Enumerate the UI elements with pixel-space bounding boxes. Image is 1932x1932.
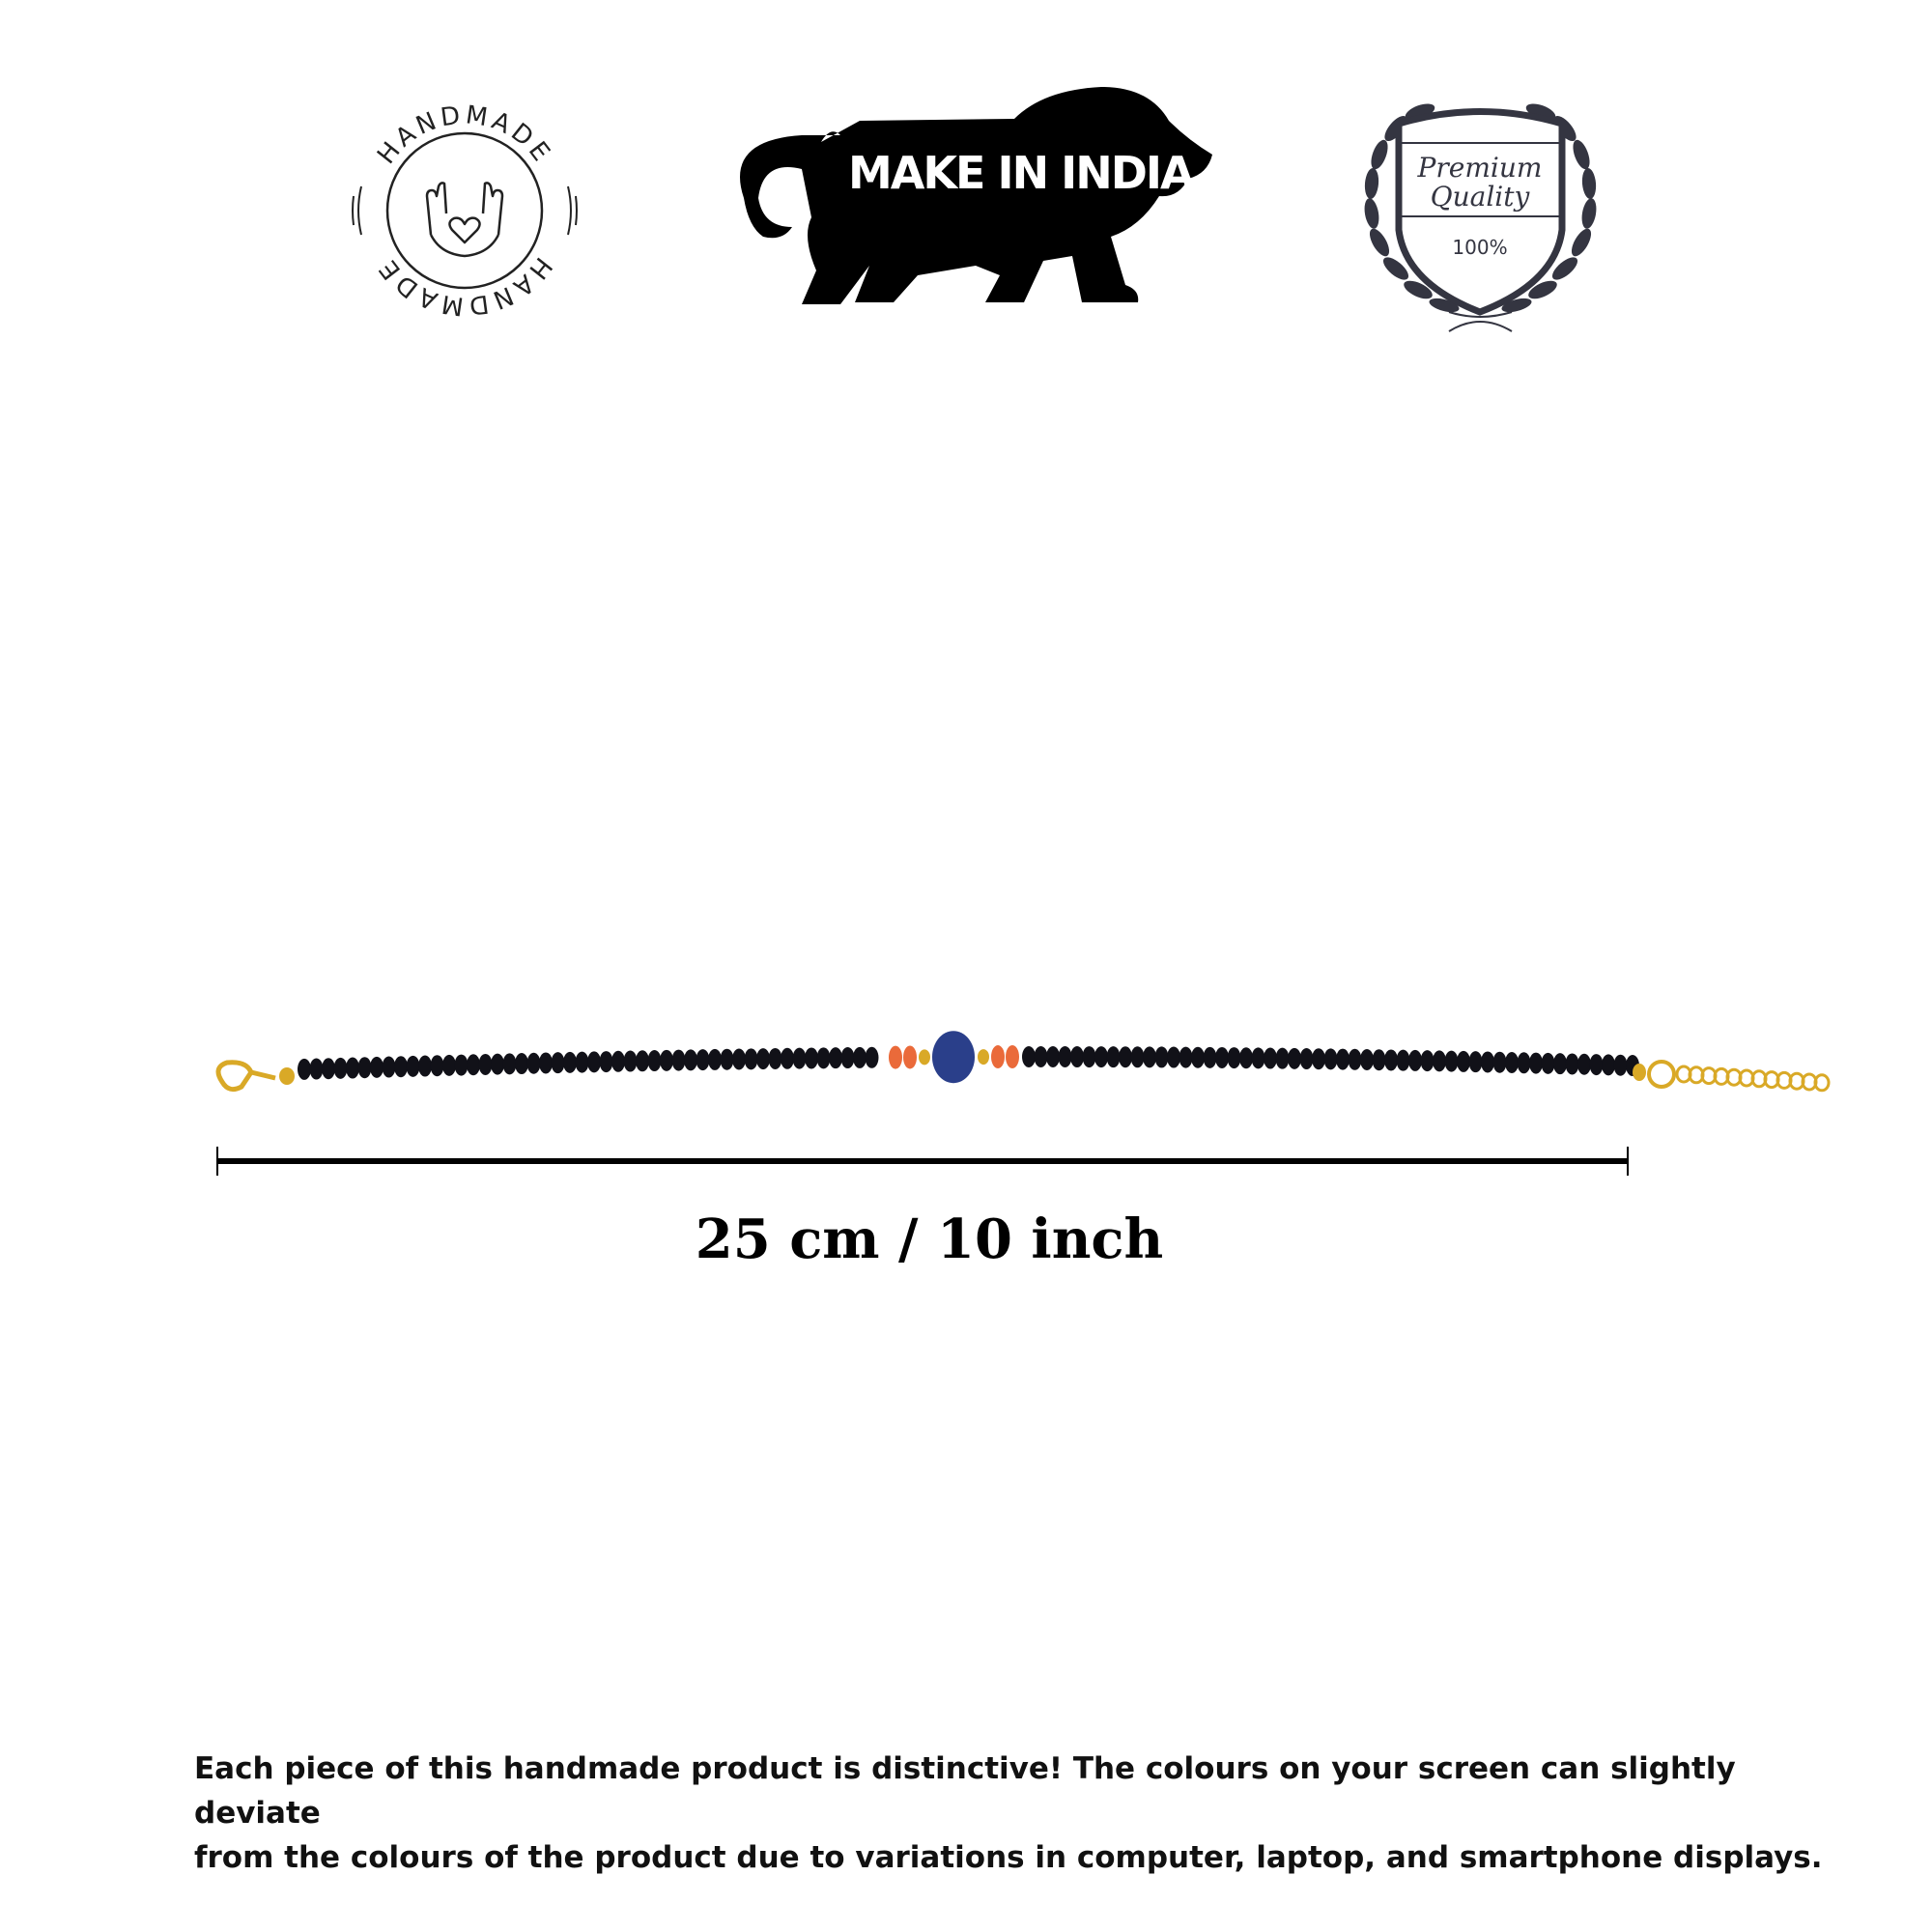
black-bead: [298, 1059, 311, 1080]
black-bead: [793, 1048, 807, 1069]
extension-chain: [1649, 1062, 1829, 1091]
black-bead: [1131, 1046, 1145, 1067]
black-bead: [539, 1052, 553, 1073]
black-bead: [721, 1049, 734, 1070]
black-bead: [866, 1047, 879, 1068]
black-bead: [1518, 1052, 1531, 1073]
black-bead: [563, 1052, 577, 1073]
orange-bead: [889, 1046, 902, 1069]
gold-spacer-bead: [1633, 1064, 1646, 1081]
black-bead: [503, 1053, 517, 1074]
bracelet-product-image: [208, 1024, 1860, 1111]
percent-text: 100%: [1452, 236, 1508, 259]
black-bead: [611, 1051, 625, 1072]
laurel-shield-icon: [1362, 100, 1598, 331]
black-bead: [1397, 1050, 1410, 1071]
black-bead: [1421, 1050, 1435, 1071]
black-bead: [587, 1051, 601, 1072]
black-bead: [1022, 1046, 1036, 1067]
black-bead: [1602, 1054, 1615, 1075]
black-bead: [1360, 1049, 1374, 1070]
black-bead: [1107, 1046, 1121, 1067]
gold-spacer-bead: [919, 1049, 930, 1065]
black-bead: [1083, 1046, 1096, 1067]
black-bead: [1191, 1047, 1205, 1068]
black-bead: [1204, 1047, 1217, 1068]
premium-text: Premium: [1417, 152, 1543, 184]
black-bead: [1046, 1046, 1060, 1067]
black-bead: [1215, 1047, 1229, 1068]
black-bead: [781, 1048, 794, 1069]
black-bead: [1094, 1046, 1108, 1067]
premium-quality-badge: [1352, 85, 1608, 338]
black-bead: [1349, 1049, 1362, 1070]
orange-bead: [1006, 1045, 1019, 1068]
black-bead: [1252, 1047, 1265, 1068]
black-bead: [624, 1051, 638, 1072]
black-bead: [745, 1048, 758, 1069]
black-bead: [1590, 1054, 1604, 1075]
black-bead: [358, 1057, 372, 1078]
black-bead: [1324, 1048, 1338, 1069]
gold-spacer-bead: [978, 1049, 989, 1065]
black-bead: [1239, 1047, 1253, 1068]
black-bead: [1300, 1048, 1314, 1069]
measurement-ruler: [214, 1142, 1631, 1180]
handmade-text-top: HANDMADE: [372, 100, 558, 170]
black-bead: [322, 1058, 335, 1079]
black-bead: [829, 1047, 842, 1068]
black-bead: [732, 1049, 746, 1070]
black-bead: [1143, 1046, 1156, 1067]
black-bead: [756, 1048, 770, 1069]
black-bead: [1070, 1046, 1084, 1067]
black-bead: [696, 1049, 710, 1070]
black-bead: [1614, 1055, 1628, 1076]
black-bead: [1167, 1047, 1180, 1068]
black-bead: [515, 1053, 528, 1074]
black-bead: [660, 1050, 673, 1071]
black-bead: [648, 1050, 662, 1071]
black-bead: [346, 1058, 359, 1079]
lobster-clasp-icon: [218, 1063, 275, 1090]
black-bead: [1312, 1048, 1325, 1069]
handmade-text-bottom: HANDMADE: [371, 251, 557, 321]
make-in-india-logo: [724, 82, 1217, 309]
gold-spacer-bead: [279, 1067, 295, 1085]
black-bead: [1433, 1050, 1446, 1071]
black-bead: [1373, 1049, 1386, 1070]
black-bead: [1566, 1053, 1579, 1074]
jump-ring: [1649, 1062, 1674, 1087]
black-bead: [394, 1056, 408, 1077]
black-bead: [600, 1051, 613, 1072]
black-bead: [1505, 1052, 1519, 1073]
black-bead: [310, 1059, 324, 1080]
black-bead: [1276, 1048, 1290, 1069]
black-bead: [1336, 1049, 1350, 1070]
black-bead: [334, 1058, 348, 1079]
black-bead: [1288, 1048, 1301, 1069]
black-bead: [1119, 1046, 1132, 1067]
black-bead: [672, 1050, 686, 1071]
hands-heart-icon: [427, 183, 502, 256]
black-bead: [1384, 1049, 1398, 1070]
black-bead: [1059, 1046, 1072, 1067]
black-bead: [853, 1047, 867, 1068]
quality-text: Quality: [1430, 181, 1530, 213]
center-glass-bead: [932, 1031, 975, 1083]
black-bead: [383, 1057, 396, 1078]
black-bead: [467, 1054, 480, 1075]
make-in-india-text: MAKE IN INDIA: [848, 147, 1193, 199]
black-bead: [1228, 1047, 1241, 1068]
black-bead: [431, 1055, 444, 1076]
black-bead: [1493, 1052, 1507, 1073]
black-bead: [1408, 1050, 1422, 1071]
black-bead: [1529, 1053, 1543, 1074]
black-bead: [1469, 1051, 1483, 1072]
black-bead: [1457, 1051, 1470, 1072]
black-bead: [1577, 1054, 1591, 1075]
black-bead: [684, 1049, 697, 1070]
orange-bead: [991, 1045, 1005, 1068]
black-bead: [479, 1054, 493, 1075]
handmade-badge: [344, 90, 585, 331]
black-bead: [1481, 1051, 1494, 1072]
black-bead: [491, 1054, 504, 1075]
black-bead: [370, 1057, 384, 1078]
disclaimer-line-1: Each piece of this handmade product is distinctive! The colours on your screen can slightly deviate: [194, 1751, 1736, 1831]
black-bead: [1553, 1053, 1567, 1074]
black-bead: [576, 1052, 589, 1073]
black-bead: [636, 1050, 649, 1071]
black-bead: [769, 1048, 782, 1069]
black-bead: [418, 1056, 432, 1077]
orange-bead: [903, 1045, 917, 1068]
black-bead: [455, 1055, 469, 1076]
black-bead: [1155, 1046, 1169, 1067]
black-bead: [1179, 1047, 1193, 1068]
bead-strand: [279, 1031, 1646, 1085]
disclaimer-line-2: from the colours of the product due to variations in computer, laptop, and smartphone displays.: [194, 1840, 1823, 1875]
black-bead: [552, 1052, 565, 1073]
black-bead: [1445, 1051, 1459, 1072]
disclaimer-text: [194, 1747, 1836, 1880]
black-bead: [1035, 1046, 1048, 1067]
black-bead: [1542, 1053, 1555, 1074]
black-bead: [841, 1047, 855, 1068]
measurement-label: 25 cm / 10 inch: [695, 1208, 1164, 1271]
black-bead: [1264, 1048, 1277, 1069]
black-bead: [527, 1053, 541, 1074]
black-bead: [817, 1047, 831, 1068]
black-bead: [708, 1049, 722, 1070]
black-bead: [407, 1056, 420, 1077]
black-bead: [442, 1055, 456, 1076]
black-bead: [805, 1047, 818, 1068]
